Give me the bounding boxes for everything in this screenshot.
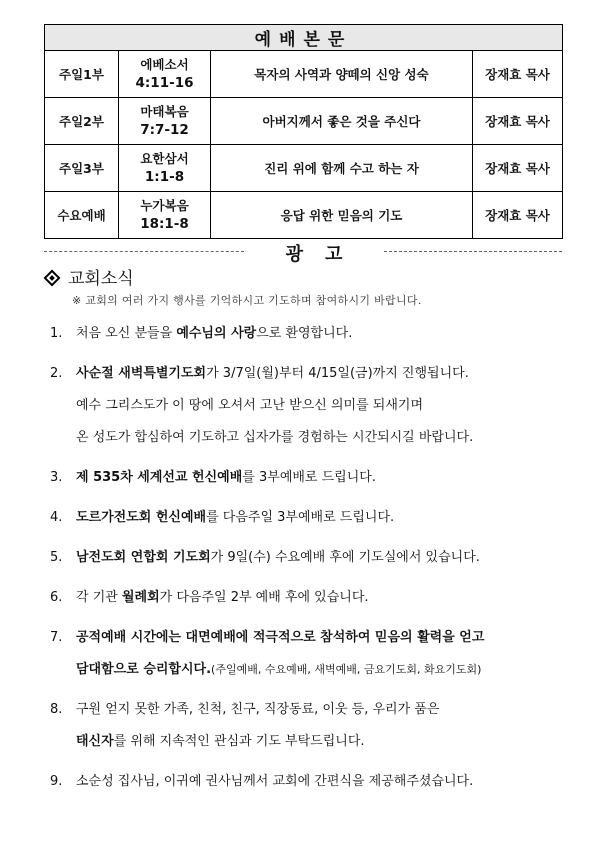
table-row (45, 51, 563, 98)
sermon-title: 응답 위한 믿음의 기도 (211, 192, 473, 239)
divider (44, 251, 244, 252)
list-item: 5. 남전도회 연합회 기도회가 9일(수) 수요예배 후에 기도실에서 있습니다. (50, 550, 480, 565)
section-title: 교회소식 (46, 264, 134, 289)
preacher: 장재효 목사 (473, 192, 563, 239)
notice-list (50, 318, 570, 806)
list-item: 2. 사순절 새벽특별기도회가 3/7일(월)부터 4/15일(금)까지 진행됩니다. 예수 그리스도가 이 땅에 오셔서 고난 받으신 의미를 되새기며 온 성도가 합심하여 기도하고 십자가를 경험하는 시간되시길 바랍니다. (50, 366, 474, 445)
list-item: 1. 처음 오신 분들을 예수님의 사랑으로 환영합니다. (50, 326, 353, 341)
table-row (45, 192, 563, 239)
preacher: 장재효 목사 (473, 51, 563, 98)
list-item: 3. 제 535차 세계선교 헌신예배를 3부예배로 드립니다. (50, 470, 376, 485)
list-item: 9. 소순성 집사님, 이귀예 권사님께서 교회에 간편식을 제공해주셨습니다. (50, 774, 474, 789)
list-item: 7. 공적예배 시간에는 대면예배에 적극적으로 참석하여 믿음의 활력을 얻고 담대함으로 승리합시다.(주일예배, 수요예배, 새벽예배, 금요기도회, 화요기도회) (50, 630, 485, 677)
preacher: 장재효 목사 (473, 98, 563, 145)
list-item: 8. 구원 얻지 못한 가족, 친척, 친구, 직장동료, 이웃 등, 우리가 품은 태신자를 위해 지속적인 관심과 기도 부탁드립니다. (50, 702, 440, 749)
sermon-title: 진리 위에 함께 수고 하는 자 (211, 145, 473, 192)
list-item: 6. 각 기관 월례회가 다음주일 2부 예배 후에 있습니다. (50, 590, 369, 605)
service-name: 주일1부 (45, 51, 119, 98)
table-row (45, 145, 563, 192)
worship-table (44, 24, 563, 239)
sermon-title: 목자의 사역과 양떼의 신앙 성숙 (211, 51, 473, 98)
diamond-icon (44, 270, 61, 287)
scripture: 요한삼서 1:1-8 (119, 145, 211, 192)
table-row (45, 98, 563, 145)
scripture: 누가복음 18:1-8 (119, 192, 211, 239)
service-name: 주일3부 (45, 145, 119, 192)
notice-title: 광고 (285, 244, 365, 265)
service-name: 주일2부 (45, 98, 119, 145)
list-item: 4. 도르가전도회 헌신예배를 다음주일 3부예배로 드립니다. (50, 510, 395, 525)
worship-title: 예배본문 (45, 25, 563, 51)
scripture: 에베소서 4:11-16 (119, 51, 211, 98)
scripture: 마태복음 7:7-12 (119, 98, 211, 145)
notice-header (44, 240, 562, 265)
sermon-title: 아버지께서 좋은 것을 주신다 (211, 98, 473, 145)
preacher: 장재효 목사 (473, 145, 563, 192)
divider (384, 251, 562, 252)
service-name: 수요예배 (45, 192, 119, 239)
notice-note: ※ 교회의 여러 가지 행사를 기억하시고 기도하며 참여하시기 바랍니다. (72, 294, 422, 307)
